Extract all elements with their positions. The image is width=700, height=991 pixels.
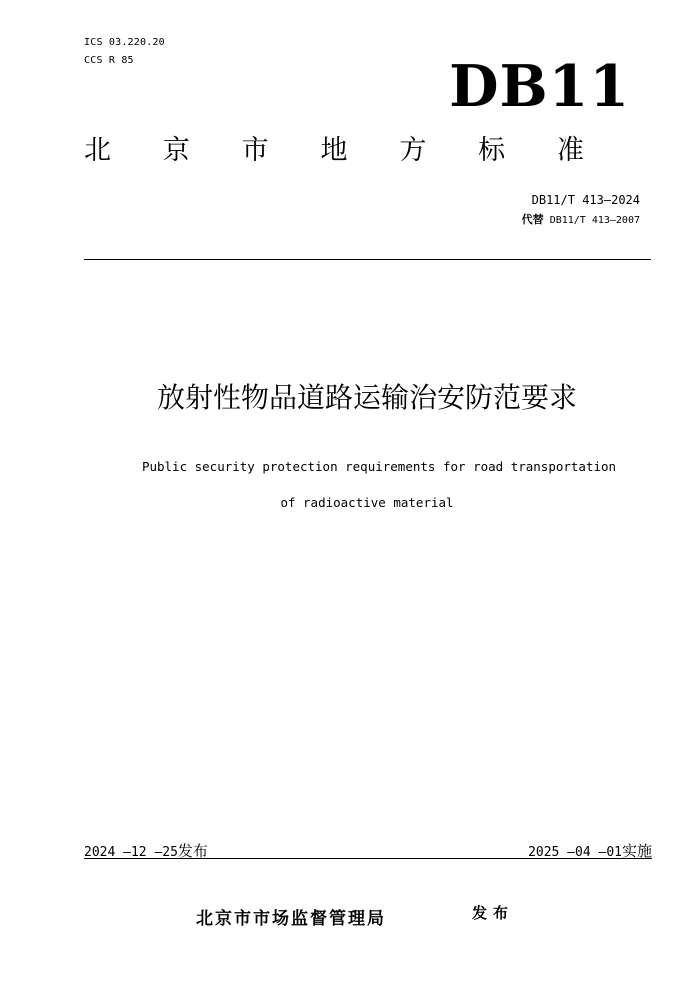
implement-label: 实施: [621, 842, 652, 860]
footer-divider: [84, 858, 652, 859]
implement-date: 2025 —04 —01: [528, 845, 622, 860]
issue-word: 发布: [472, 904, 515, 922]
standard-logo: DB11: [449, 53, 630, 120]
standard-type-char: 北: [84, 135, 111, 166]
header-divider: [84, 259, 651, 260]
publish-label: 发布: [177, 842, 208, 860]
replaces-number: DB11/T 413—2007: [549, 215, 640, 226]
standard-type-char: 京: [162, 135, 190, 166]
standard-type-char: 方: [399, 135, 427, 166]
standard-type-char: 准: [556, 135, 584, 166]
replaces-label: 代替: [521, 213, 544, 226]
replaces-line: [522, 211, 640, 227]
standard-type-char: 标: [478, 135, 506, 166]
title-english-line2: of radioactive material: [280, 495, 454, 510]
standard-number: DB11/T 413—2024: [531, 193, 640, 207]
ics-code: ICS 03.220.20: [84, 37, 165, 48]
standard-type-char: 市: [241, 135, 269, 166]
title-english-line1: Public security protection requirements for road transportation: [141, 459, 617, 474]
standard-type-char: 地: [320, 135, 348, 166]
publish-date: 2024 —12 —25: [84, 845, 178, 860]
standard-type-heading: [84, 137, 584, 164]
ccs-code: CCS R 85: [84, 55, 134, 66]
issuing-authority: 北京市市场监督管理局: [196, 909, 386, 929]
title-chinese: 放射性物品道路运输治安防范要求: [156, 381, 577, 414]
